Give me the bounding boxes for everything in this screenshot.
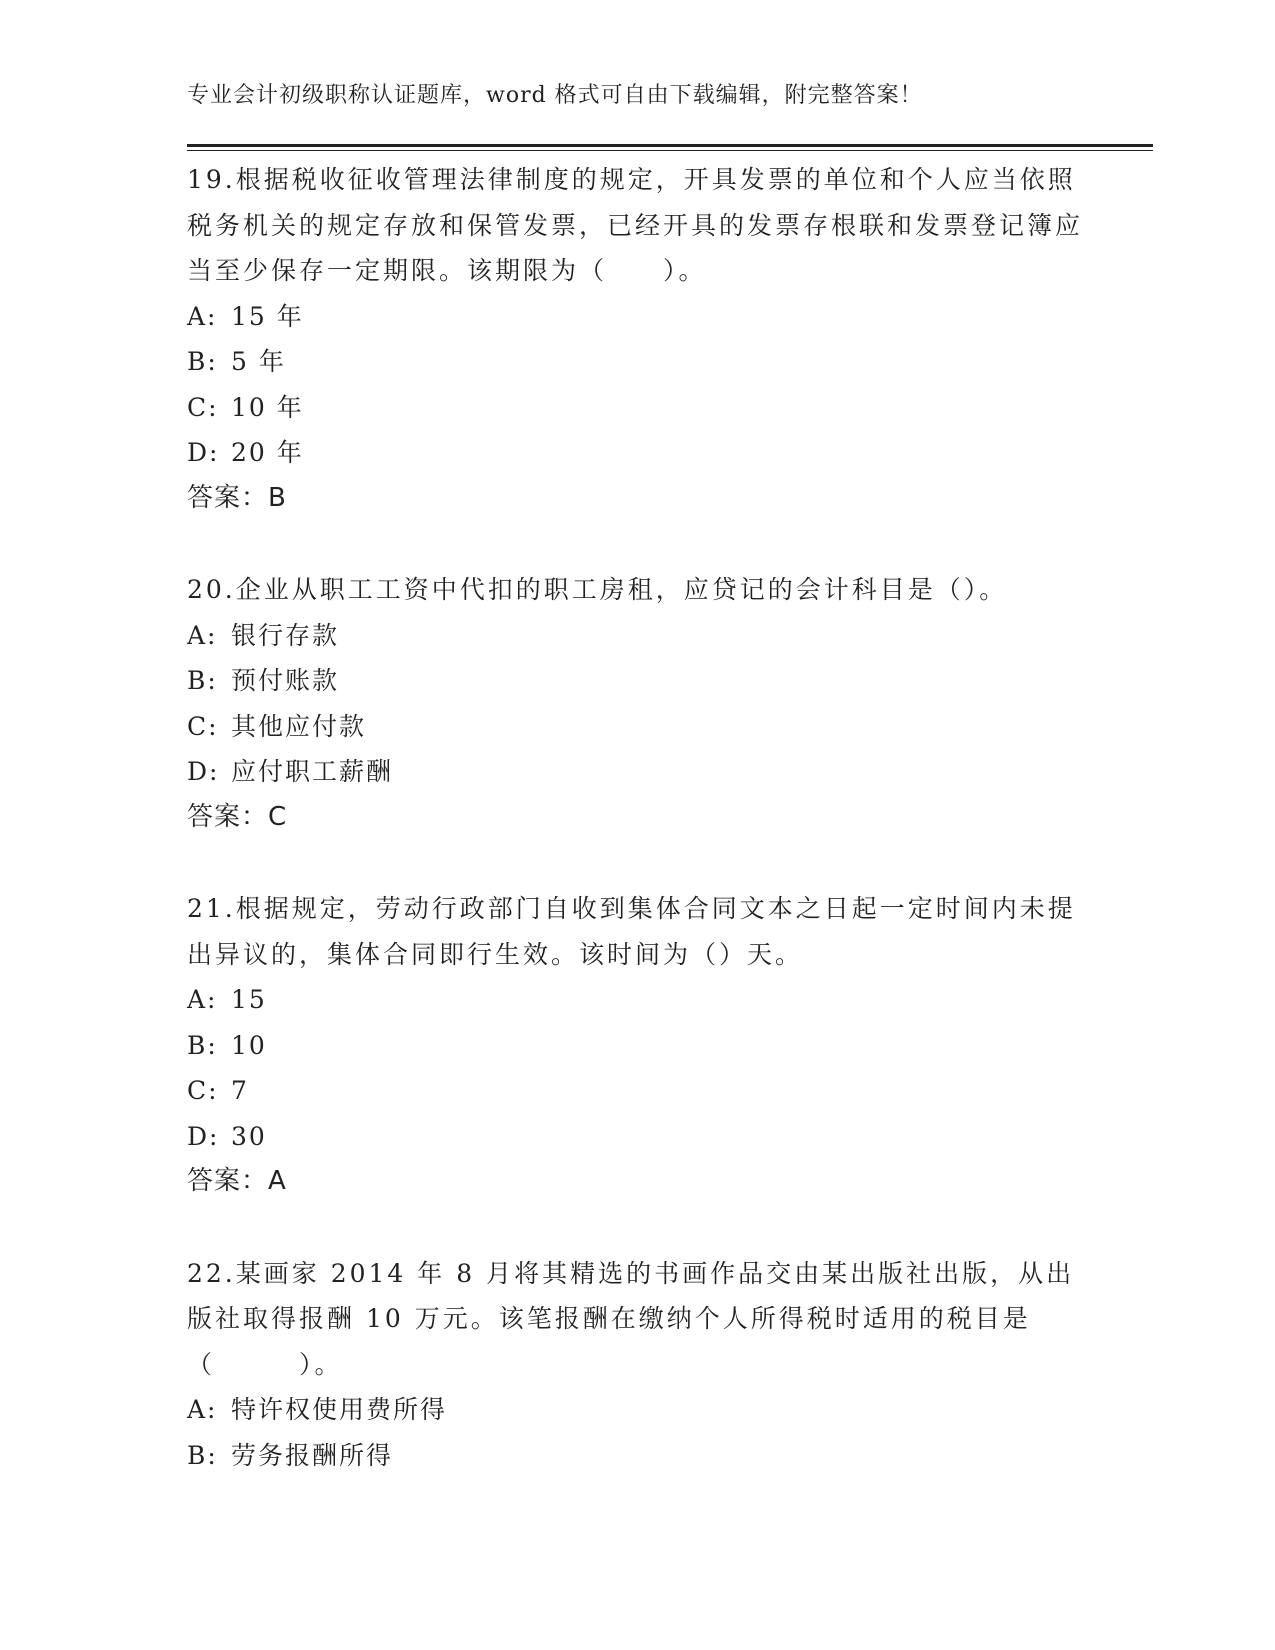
option-text: 10 年 xyxy=(231,392,304,422)
option-b xyxy=(187,1433,1087,1479)
option-b xyxy=(187,1023,1087,1069)
header-title: 专业会计初级职称认证题库，word 格式可自由下载编辑，附完整答案！ xyxy=(187,83,923,108)
option-a xyxy=(187,977,1087,1023)
option-text: 其他应付款 xyxy=(231,711,367,741)
option-d xyxy=(187,430,1087,476)
answer-line: 答案：B xyxy=(187,482,287,513)
option-key: B: xyxy=(187,1440,218,1470)
option-text: 应付职工薪酬 xyxy=(231,757,394,786)
option-key: C: xyxy=(187,392,219,422)
option-key: C: xyxy=(187,711,219,741)
option-text: 劳务报酬所得 xyxy=(231,1440,394,1470)
question-21 xyxy=(187,886,1087,1205)
answer-line: 答案：A xyxy=(187,1166,287,1196)
question-19 xyxy=(187,157,1087,521)
option-text: 15 xyxy=(231,985,267,1014)
question-stem: 21.根据规定，劳动行政部门自收到集体合同文本之日起一定时间内未提出异议的，集体合同即行生效。该时间为（）天。 xyxy=(187,894,1076,969)
answer-line: 答案：C xyxy=(187,801,288,832)
option-text: 20 年 xyxy=(231,438,304,467)
question-list xyxy=(187,157,1087,1524)
option-d xyxy=(187,749,1087,795)
question-stem: 19.根据税收征收管理法律制度的规定，开具发票的单位和个人应当依照税务机关的规定存放和保管发票，已经开具的发票存根联和发票登记簿应当至少保存一定期限。该期限为（ ）。 xyxy=(187,165,1084,285)
header-divider xyxy=(187,144,1153,151)
option-a xyxy=(187,294,1087,340)
option-key: D: xyxy=(187,1121,220,1151)
question-20 xyxy=(187,567,1087,840)
option-key: A: xyxy=(187,985,218,1014)
option-a xyxy=(187,613,1087,659)
option-text: 特许权使用费所得 xyxy=(231,1395,448,1424)
option-b xyxy=(187,658,1087,704)
option-text: 15 年 xyxy=(231,301,304,331)
option-key: C: xyxy=(187,1076,219,1105)
option-key: D: xyxy=(187,757,220,786)
option-text: 银行存款 xyxy=(231,620,340,650)
option-key: A: xyxy=(187,620,218,650)
option-d xyxy=(187,1114,1087,1160)
question-22 xyxy=(187,1251,1087,1479)
option-key: D: xyxy=(187,438,220,467)
option-c xyxy=(187,1068,1087,1114)
question-stem: 20.企业从职工工资中代扣的职工房租，应贷记的会计科目是（）。 xyxy=(187,575,1008,604)
option-c xyxy=(187,704,1087,750)
option-text: 7 xyxy=(231,1076,249,1105)
option-key: A: xyxy=(187,301,218,331)
option-c xyxy=(187,385,1087,431)
option-b xyxy=(187,339,1087,385)
option-key: B: xyxy=(187,1030,218,1060)
option-text: 预付账款 xyxy=(231,666,340,695)
question-stem: 22.某画家 2014 年 8 月将其精选的书画作品交由某出版社出版，从出版社取得报酬 10 万元。该笔报酬在缴纳个人所得税时适用的税目是（ ）。 xyxy=(187,1258,1075,1379)
option-a xyxy=(187,1387,1087,1433)
option-key: B: xyxy=(187,347,218,376)
option-key: B: xyxy=(187,666,218,695)
option-key: A: xyxy=(187,1395,218,1424)
option-text: 30 xyxy=(231,1121,267,1151)
option-text: 10 xyxy=(231,1030,267,1060)
option-text: 5 年 xyxy=(231,347,286,376)
